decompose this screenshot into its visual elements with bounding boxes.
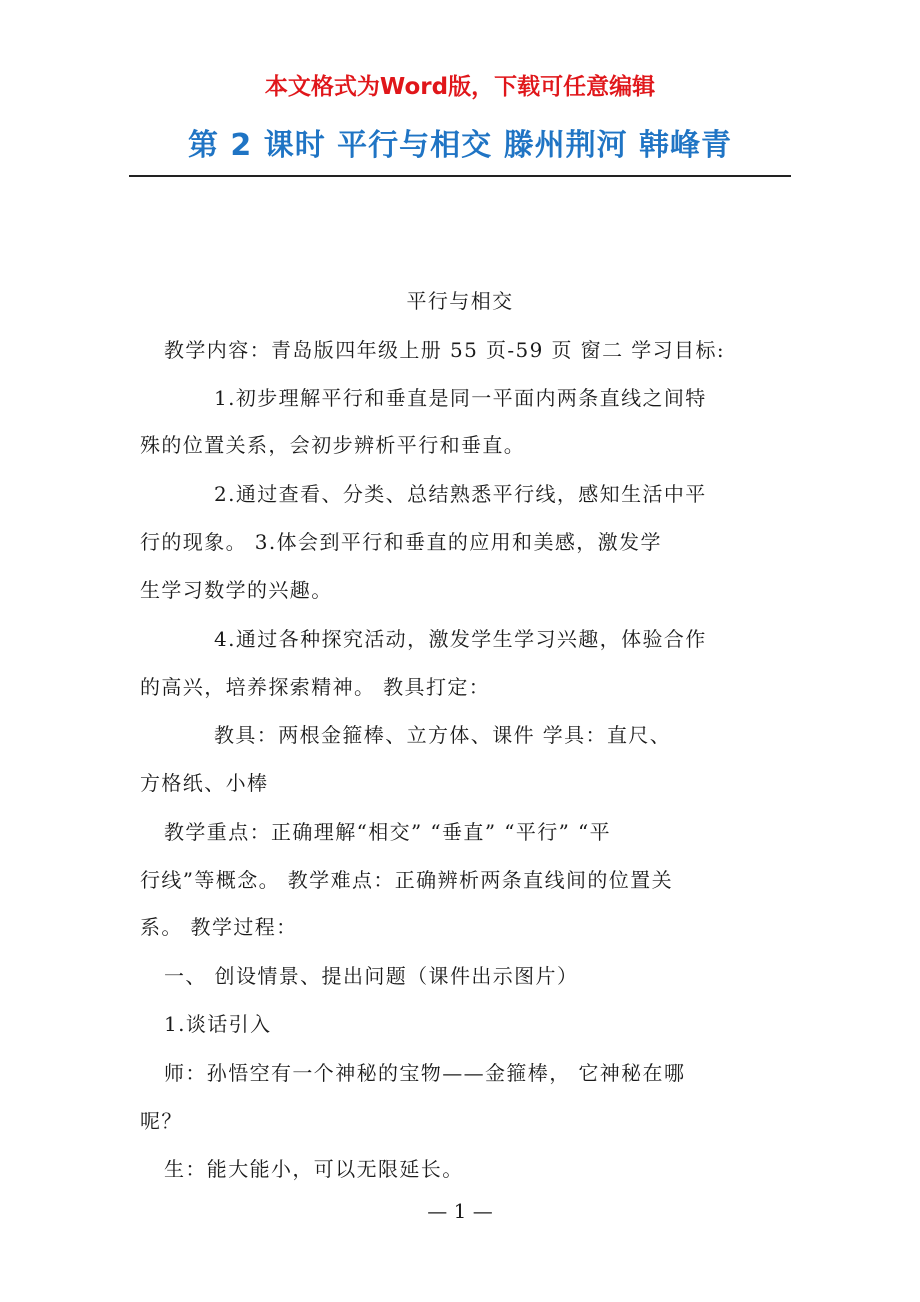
lesson-title-banner: 第 2 课时 平行与相交 滕州荆河 韩峰青 (187, 128, 733, 163)
body-line-goal-4a: 4.通过各种探究活动，激发学生学习兴趣，体验合作 (214, 627, 707, 651)
body-line-goal-1b: 殊的位置关系，会初步辨析平行和垂直。 (140, 433, 526, 457)
body-line-intro: 1.谈话引入 (164, 1012, 272, 1036)
body-line-goal-4b: 的高兴，培养探索精神。 教具打定： (140, 675, 491, 699)
header-divider (129, 175, 791, 177)
body-line-goal-3b: 生学习数学的兴趣。 (140, 578, 333, 602)
body-line-teaching-content: 教学内容：青岛版四年级上册 55 页-59 页 窗二 学习目标: (164, 338, 725, 362)
body-line-student: 生：能大能小，可以无限延长。 (164, 1157, 464, 1181)
body-line-teacher-a: 师：孙悟空有一个神秘的宝物——金箍棒， 它神秘在哪 (164, 1061, 686, 1085)
page-number: — 1 — (427, 1199, 493, 1223)
body-line-learning-aids: 方格纸、小棒 (140, 771, 269, 795)
body-line-key-points-a: 教学重点：正确理解“相交” “垂直” “平行” “平 (164, 820, 612, 844)
body-line-key-points-b: 行线”等概念。 教学难点：正确辨析两条直线间的位置关 (140, 868, 673, 892)
body-line-teacher-b: 呢？ (140, 1109, 183, 1133)
body-line-goal-1a: 1.初步理解平行和垂直是同一平面内两条直线之间特 (214, 386, 707, 410)
body-line-goal-2b-3a: 行的现象。 3.体会到平行和垂直的应用和美感，激发学 (140, 530, 662, 554)
body-line-teaching-aids: 教具：两根金箍棒、立方体、课件 学具：直尺、 (214, 723, 672, 747)
body-line-goal-2a: 2.通过查看、分类、总结熟悉平行线，感知生活中平 (214, 482, 707, 506)
body-line-section-1: 一、 创设情景、提出问题（课件出示图片） (164, 964, 579, 988)
download-notice-banner: 本文格式为Word版，下载可任意编辑 (264, 74, 656, 100)
document-heading: 平行与相交 (406, 289, 514, 313)
body-line-process: 系。 教学过程： (140, 915, 298, 939)
